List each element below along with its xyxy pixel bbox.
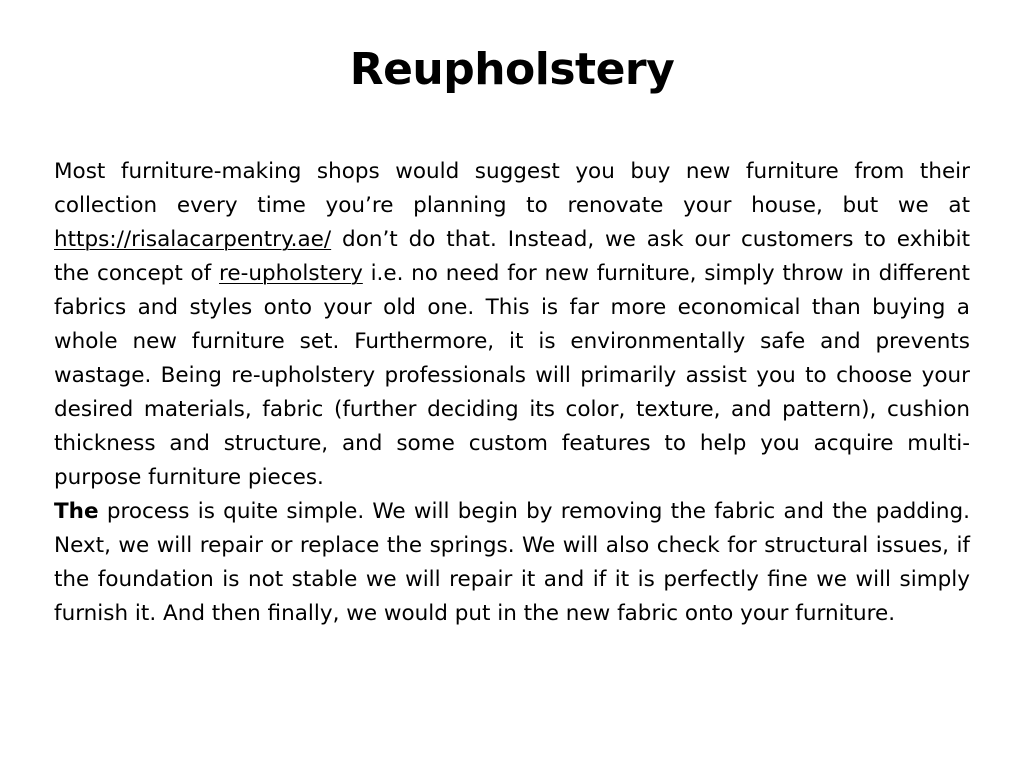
paragraph-process-lead: The <box>54 499 99 524</box>
paragraph-intro-text-2: don’t do that. Instead, we ask our customers to exhibit the concept of <box>54 227 970 286</box>
body-text <box>54 155 970 631</box>
paragraph-process-text: process is quite simple. We will begin by removing the fabric and the padding. Next, we will repair or replace the springs. We will also check for structural issues, if the foundation is not stable we will repair it and if it is perfectly fine we will simply furnish it. And then finally, we would put in the new fabric onto your furniture. <box>54 499 970 626</box>
paragraph-process <box>54 495 970 631</box>
re-upholstery-link[interactable]: re-upholstery <box>219 261 363 286</box>
page-title: Reupholstery <box>349 44 675 95</box>
paragraph-intro-text-3: i.e. no need for new furniture, simply throw in different fabrics and styles onto your old one. This is far more economical than buying a whole new furniture set. Furthermore, it is environmentally safe and prevents wastage. Being re-upholstery professionals will primarily assist you to choose your desired materials, fabric (further deciding its color, texture, and pattern), cushion thickness and structure, and some custom features to help you acquire multi-purpose furniture pieces. <box>54 261 970 490</box>
paragraph-intro-text-1: Most furniture-making shops would suggest you buy new furniture from their collection every time you’re planning to renovate your house, but we at <box>54 159 970 218</box>
website-link[interactable]: https://risalacarpentry.ae/ <box>54 227 332 252</box>
paragraph-intro <box>54 155 970 495</box>
